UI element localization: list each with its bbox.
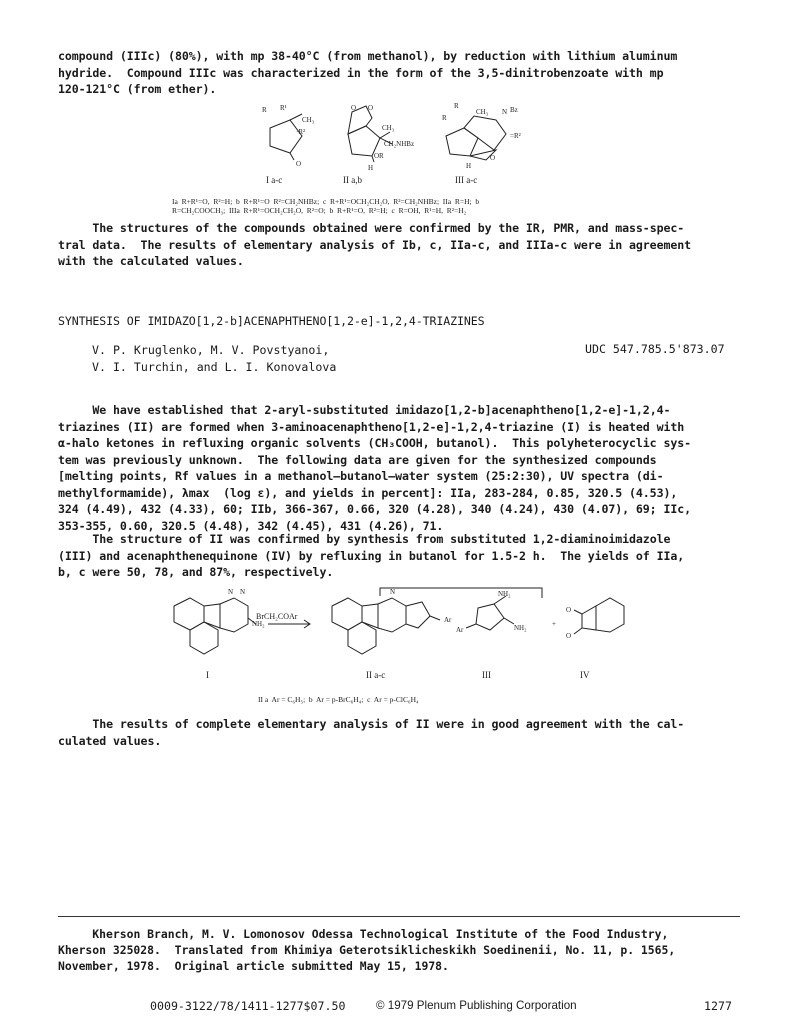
svg-text:H: H [368,164,374,172]
svg-text:NH₂: NH₂ [514,624,527,632]
reaction-scheme [160,584,630,668]
svg-text:O: O [351,104,357,112]
svg-text:R: R [454,102,459,110]
svg-text:·R²: ·R² [296,128,306,136]
scheme-caption: II a Ar = C₆H₅; b Ar = p-BrC₆H₄; c Ar = p-ClC₆H₄ [258,695,419,704]
prev-article-paragraph-2: The structures of the compounds obtained were confirmed by the IR, PMR, and mass-spec- tral data. The results of elementary analysis of Ib, c, IIa-c, and IIIa-c were in agreement with the calculated values. [58,221,691,268]
article-title: SYNTHESIS OF IMIDAZO[1,2-b]ACENAPHTHENO[1,2-e]-1,2,4-TRIAZINES [58,314,485,328]
copyright-notice: © 1979 Plenum Publishing Corporation [376,999,577,1012]
svg-text:R: R [442,114,447,122]
scheme-label-II: II a-c [366,670,386,680]
scheme-label-III: III [482,670,491,680]
structure-label-II: II a,b [343,175,362,185]
svg-text:O: O [490,154,496,162]
svg-text:Ar: Ar [444,616,452,624]
svg-text:NH₂: NH₂ [252,620,265,628]
article-code: 0009-3122/78/1411-1277$07.50 [150,999,346,1013]
page-number: 1277 [704,999,732,1013]
svg-text:R¹: R¹ [280,104,287,112]
structure-label-III: III a-c [455,175,478,185]
svg-text:=R²: =R² [510,132,521,140]
svg-text:CH₃: CH₃ [302,116,315,124]
scheme-label-IV: IV [580,670,590,680]
affiliation-footnote: Kherson Branch, M. V. Lomonosov Odessa Technological Institute of the Food Industry, Kherson 325028. Translated from Khimiya Geterotsiklicheskikh Soedinenii, No. 11, p. 1565, November, 1978. Original article submitted May 15, 1978. [58,927,676,973]
svg-text:Bz: Bz [510,106,518,114]
prev-article-paragraph-1: compound (IIIc) (80%), with mp 38-40°C (from methanol), by reduction with lithium aluminum hydride. Compound IIIc was characterized in the form of the 3,5-dinitrobenzoate with mp 120-121°C (from ether). [58,49,678,96]
article-paragraph-3: The results of complete elementary analysis of II were in good agreement with the cal- culated values. [58,717,685,748]
svg-text:NH₂: NH₂ [498,590,511,598]
footnote-divider [58,916,740,917]
svg-text:O: O [296,160,302,168]
structure-figure-top [240,98,570,190]
article-authors: V. P. Kruglenko, M. V. Povstyanoi, V. I. Turchin, and L. I. Konovalova [92,343,337,374]
structure-caption-line-2: R=CH₂COOCH₃; IIIa R+R¹=OCH₂CH₂O, R²=O; b R+R¹=O, R²=H; c R=OH, R¹=H, R²=H₂ [172,206,467,215]
svg-text:+: + [552,620,556,628]
svg-text:CH₃: CH₃ [382,124,395,132]
scheme-reagent: BrCH₂COAr [256,612,298,621]
svg-text:H: H [466,162,472,170]
svg-text:R: R [262,106,267,114]
svg-text:O: O [368,104,374,112]
svg-text:O: O [566,632,572,640]
article-paragraph-1: We have established that 2-aryl-substituted imidazo[1,2-b]acenaphtheno[1,2-e]-1,2,4- triazines (II) are formed when 3-aminoacenaphtheno[1,2-e]-1,2,4-triazine (I) is heated with α-halo ketones in refluxing organic solvents (CH₃COOH, butanol). This polyheterocyclic sys- tem was previously unknown. The following data are given for the synthesized compounds [melting points, Rf values in a methanol–butanol–water system (25:2:30), UV spectra (di- methylformamide), λmax (log ε), and yields in percent]: IIa, 283-284, 0.85, 320.5 (4.53), 324 (4.49), 432 (4.33), 60; IIb, 366-367, 0.66, 320 (4.28), 340 (4.24), 430 (4.07), 69; IIc, 353-355, 0.60, 320.5 (4.48), 342 (4.45), 431 (4.26), 71. [58,403,691,533]
svg-text:N: N [228,588,234,596]
svg-text:Ar: Ar [456,626,464,634]
svg-text:N: N [240,588,246,596]
structure-caption-line-1: Ia R+R¹=O, R²=H; b R+R¹=O R²=CH₂NHBz; c R+R¹=OCH₂CH₂O, R²=CH₂NHBz; IIa R=H; b [172,197,480,206]
article-paragraph-2: The structure of II was confirmed by synthesis from substituted 1,2-diaminoimidazole (III) and acenaphthenequinone (IV) by refluxing in butanol for 1.5-2 h. The yields of IIa, b, c were 50, 78, and 87%, respectively. [58,532,685,579]
udc-code: UDC 547.785.5'873.07 [585,342,725,356]
svg-text:OR: OR [374,152,384,160]
scheme-label-I: I [206,670,209,680]
svg-text:CH₂NHBz: CH₂NHBz [384,140,415,148]
svg-text:CH₃: CH₃ [476,108,489,116]
svg-text:O: O [566,606,572,614]
structure-label-I: I a-c [266,175,283,185]
svg-text:N: N [502,108,508,116]
svg-text:N: N [390,588,396,596]
